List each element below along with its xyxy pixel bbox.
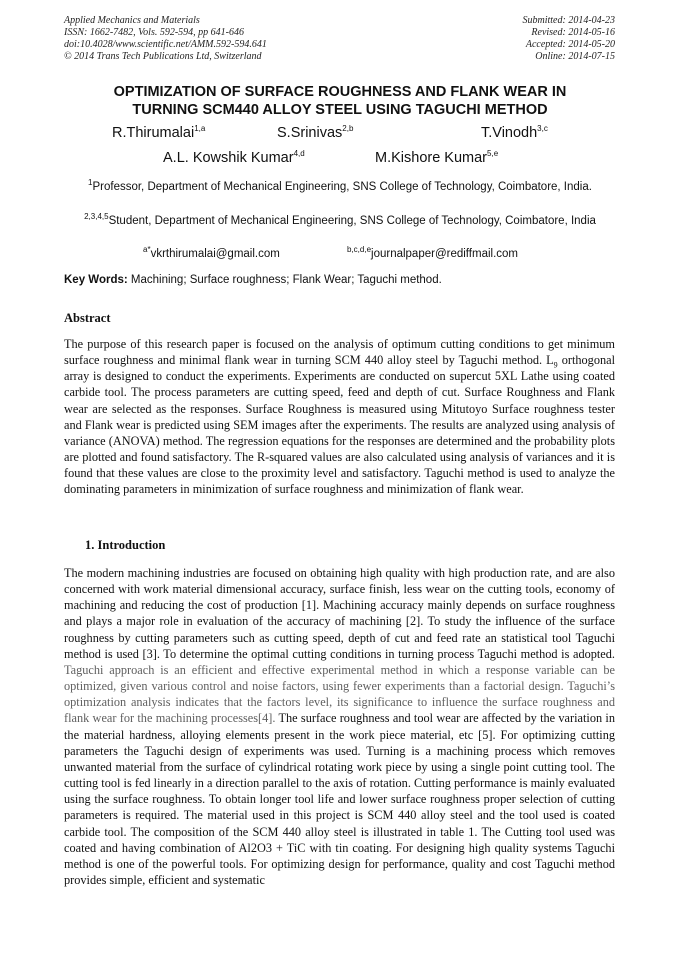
abstract-subscript: 9 [553,360,558,370]
author-sup: 3,c [537,124,548,133]
online-date: Online: 2014-07-15 [535,51,615,62]
author-2 [277,124,353,141]
revised-date: Revised: 2014-05-16 [531,27,615,38]
author-5 [375,149,498,166]
email-sup: a* [143,245,151,254]
accepted-date: Accepted: 2014-05-20 [525,39,615,50]
author-sup: 1,a [194,124,206,133]
abstract-heading: Abstract [64,311,111,325]
doi-line: doi:10.4028/www.scientific.net/AMM.592-594.641 [64,39,267,50]
abstract-text-2: orthogonal array is designed to conduct the experiments. Experiments are conducted on supercut 5XL Lathe using coated carbide tool. The process parameters are cutting speed, feed and depth of cut. Surface Roughness and Flank wear are selected as the responses. Surface Roughness is measured using Mitutoyo Surface roughness tester and Flank wear is predicted using SEM images after the experiments. The results are analyzed using analysis of variance (ANOVA) method. The regression equations for the responses are determined and the probability plots are plotted and found satisfactory. The R-squared values are also calculated using analysis of variances and it is found that these values are close to the proximity level and satisfactory. Taguchi method is used to analyze the dominating parameters in minimization of surface roughness and minimization of flank wear. [64,353,616,497]
abstract-body [64,336,615,498]
intro-text-2: The surface roughness and tool wear are affected by the variation in the material hardness, alloying elements present in the work piece material, etc [5]. For optimizing cutting parameters the Taguchi design of experiments was used. Turning is a machining process which removes unwanted material from the surface of cylindrical rotating work piece by using a single point cutting tool. The cutting tool is fed linearly in a direction parallel to the axis of rotation. Cutting performance is mainly evaluated using the surface roughness. To obtain longer tool life and lower surface roughness proper selection of cutting parameters is required. The material used in this project is SCM 440 alloy steel and the tool used is coated carbide tool. The composition of the SCM 440 alloy steel is illustrated in table 1. The Cutting tool used was coated and having combination of Al2O3 + TiC with tin coating. For designing high quality systems Taguchi method is one of the powerful tools. For optimizing design for performance, quality and cost Taguchi method provides simple, efficient and systematic [64,711,615,887]
author-sup: 4,d [293,149,305,158]
author-sup: 2,b [342,124,354,133]
author-name: A.L. Kowshik Kumar [163,149,294,166]
author-name: T.Vinodh [481,124,538,141]
email-address: vkrthirumalai@gmail.com [150,247,280,260]
author-sup: 5,e [487,149,499,158]
author-3 [481,124,548,141]
paper-title [64,83,616,119]
author-4 [163,149,305,166]
affiliation-text: Professor, Department of Mechanical Engineering, SNS College of Technology, Coimbatore, India. [92,180,592,193]
author-1 [112,124,205,141]
author-name: M.Kishore Kumar [375,149,488,166]
keywords [64,274,442,286]
author-name: R.Thirumalai [112,124,195,141]
affiliation-sup: 1 [88,178,93,187]
affiliation-2 [72,209,608,229]
submitted-date: Submitted: 2014-04-23 [522,15,615,26]
email-2 [347,245,518,260]
introduction-body [64,565,615,888]
intro-text-1: The modern machining industries are focused on obtaining high quality with high production rate, and are also concerned with work material dimensional accuracy, surface finish, less wear on the cutting tools, economy of machining and reducing the cost of production [1]. Machining accuracy mainly depends on surface roughness and plays a major role in evaluation of the accuracy of machining [2]. To study the influence of the surface roughness by cutting parameters such as cutting speed, depth of cut and feed rate an statistical tool Taguchi method is used [3]. To determine the optimal cutting conditions in turning process Taguchi method is adopted. [64,566,615,661]
affiliation-sup: 2,3,4,5 [84,212,109,221]
copyright-line: © 2014 Trans Tech Publications Ltd, Switzerland [64,51,262,62]
issn-line: ISSN: 1662-7482, Vols. 592-594, pp 641-646 [64,27,244,38]
journal-header-right [523,15,616,63]
keywords-label: Key Words: [64,274,128,286]
title-line-1: OPTIMIZATION OF SURFACE ROUGHNESS AND FLANK WEAR IN [113,84,567,100]
journal-header-left [64,15,267,63]
introduction-heading: 1. Introduction [85,538,166,552]
intro-text-highlight: Taguchi approach is an efficient and effective experimental method in which a response variable can be optimized, given various control and noise factors, using fewer experiments than a factorial design. Taguchi’s optimization analysis indicates that the factors level, its significance to influence the surface roughness and flank wear for the machining processes[4]. [64,662,615,726]
affiliation-text: Student, Department of Mechanical Engineering, SNS College of Technology, Coimbatore, India [108,214,596,227]
abstract-text-1: The purpose of this research paper is focused on the analysis of optimum cutting conditions to get minimum surface roughness and minimal flank wear in turning SCM 440 alloy steel by Taguchi method. L [64,337,615,368]
keywords-text: Machining; Surface roughness; Flank Wear; Taguchi method. [130,274,442,286]
email-1 [143,245,280,260]
email-address: journalpaper@rediffmail.com [371,247,518,260]
affiliation-1 [72,175,608,195]
author-name: S.Srinivas [277,124,343,141]
journal-name: Applied Mechanics and Materials [64,15,200,26]
email-sup: b,c,d,e [347,245,372,254]
title-line-2: TURNING SCM440 ALLOY STEEL USING TAGUCHI METHOD [132,102,548,118]
